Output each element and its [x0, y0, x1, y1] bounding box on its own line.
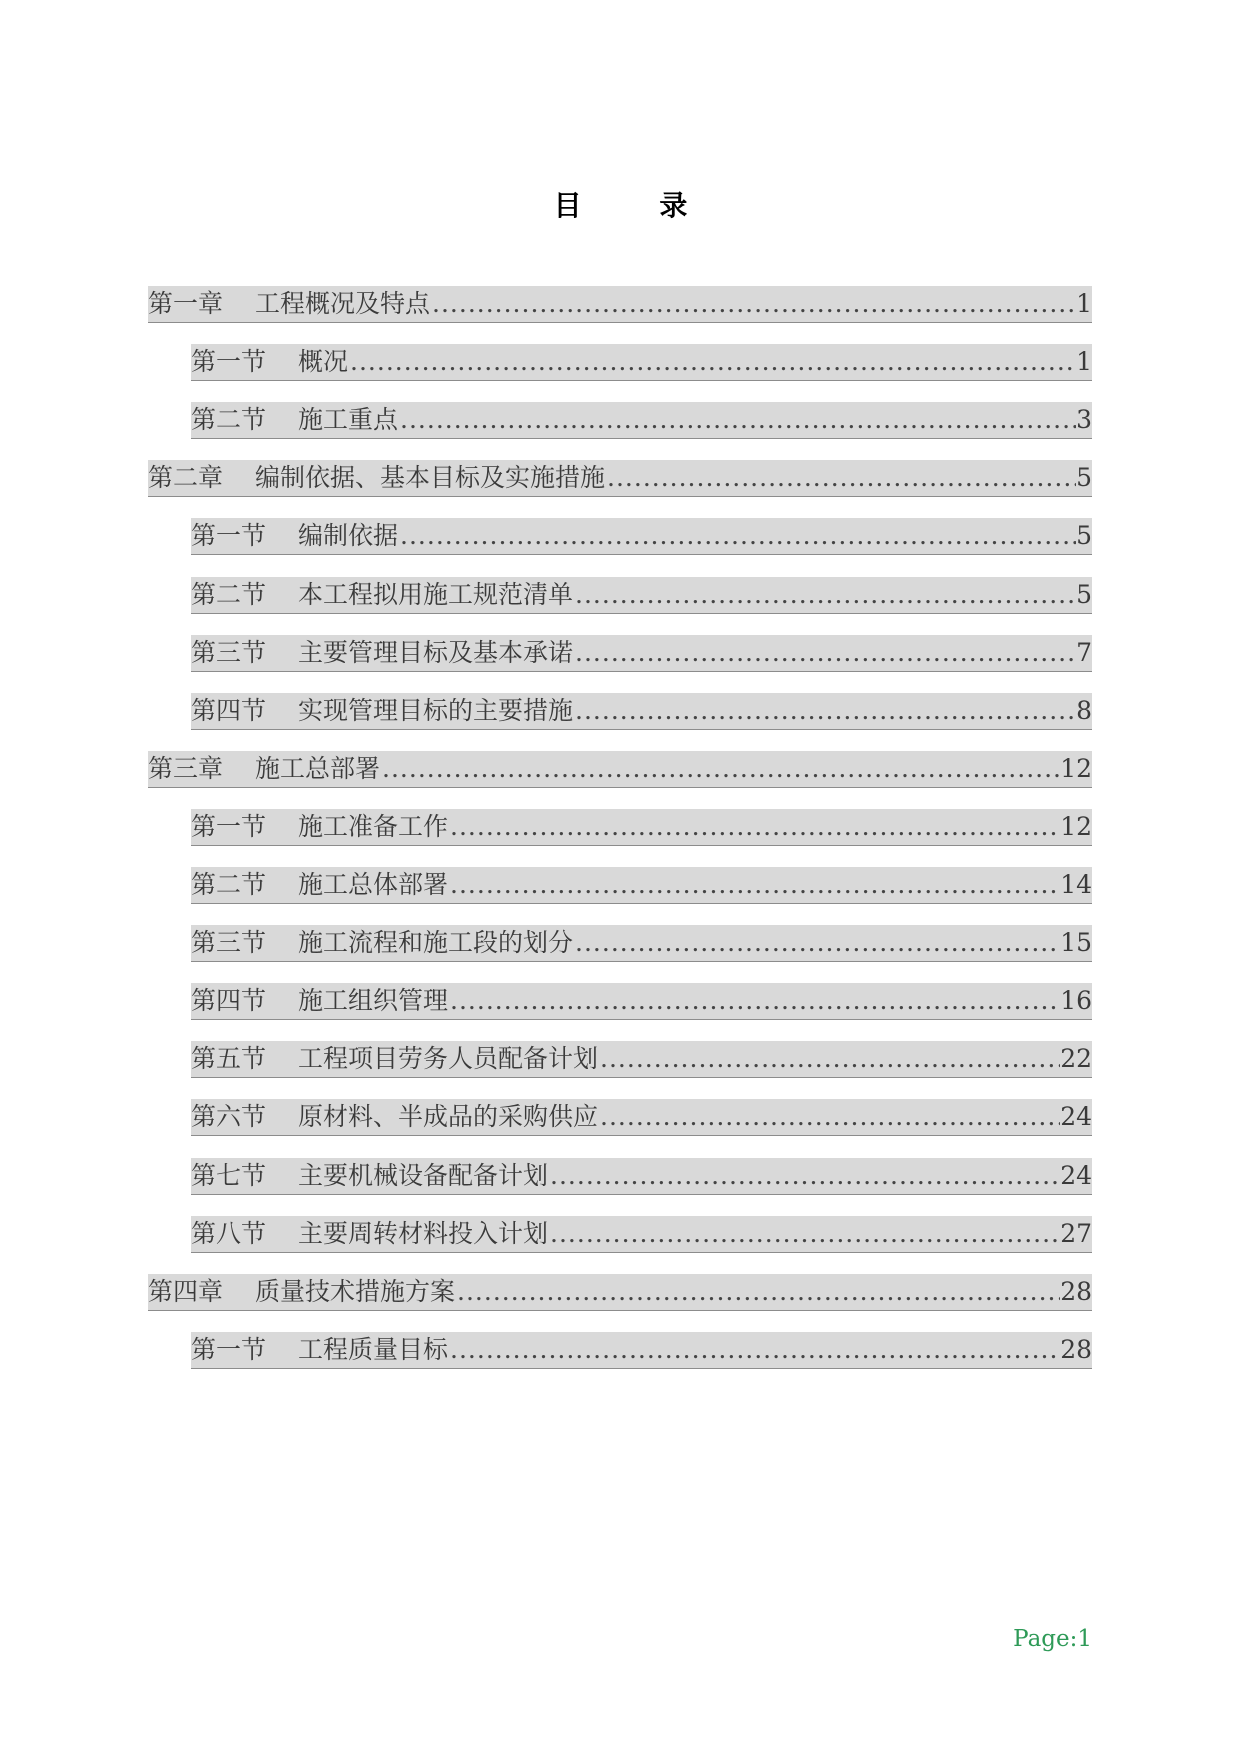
toc-section-entry[interactable]	[191, 402, 1092, 439]
toc-entry-page-number: 28	[1060, 1335, 1092, 1364]
toc-section-entry[interactable]	[191, 577, 1092, 614]
toc-entry-title: 施工组织管理	[298, 986, 449, 1015]
toc-section-entry[interactable]	[191, 983, 1092, 1020]
toc-section-entry[interactable]	[191, 809, 1092, 846]
toc-section-entry[interactable]	[191, 344, 1092, 381]
toc-entry-page-number: 24	[1060, 1161, 1092, 1190]
toc-section-entry[interactable]	[191, 1332, 1092, 1369]
toc-entry-page-number: 24	[1060, 1102, 1092, 1131]
toc-entry-number: 第四节	[191, 986, 267, 1015]
toc-dot-leader	[605, 460, 1076, 496]
toc-dot-leader	[380, 751, 1060, 787]
toc-entry-title: 主要周转材料投入计划	[298, 1219, 549, 1248]
toc-entry-title: 编制依据、基本目标及实施措施	[255, 463, 606, 492]
toc-entry-page-number: 16	[1060, 986, 1092, 1015]
toc-entry-number: 第四章	[148, 1277, 224, 1306]
toc-entry-title: 工程概况及特点	[255, 289, 431, 318]
toc-entry-number: 第八节	[191, 1219, 267, 1248]
toc-entry-page-number: 7	[1076, 638, 1092, 667]
toc-dot-leader	[573, 577, 1076, 613]
toc-entry-page-number: 5	[1076, 580, 1092, 609]
toc-entry-number: 第一节	[191, 347, 267, 376]
toc-dot-leader	[398, 518, 1076, 554]
toc-dot-leader	[430, 286, 1076, 322]
toc-section-entry[interactable]	[191, 1158, 1092, 1195]
toc-dot-leader	[448, 1332, 1060, 1368]
toc-section-entry[interactable]	[191, 635, 1092, 672]
toc-dot-leader	[573, 693, 1076, 729]
toc-dot-leader	[448, 809, 1060, 845]
toc-entry-title: 概况	[298, 347, 349, 376]
toc-entry-page-number: 27	[1060, 1219, 1092, 1248]
toc-entry-title: 编制依据	[298, 521, 399, 550]
toc-entry-number: 第五节	[191, 1044, 267, 1073]
toc-section-entry[interactable]	[191, 518, 1092, 555]
toc-entry-title: 本工程拟用施工规范清单	[298, 580, 574, 609]
toc-chapter-entry[interactable]	[148, 751, 1092, 788]
toc-entry-title: 施工总部署	[255, 754, 381, 783]
toc-entry-title: 主要机械设备配备计划	[298, 1161, 549, 1190]
toc-section-entry[interactable]	[191, 1216, 1092, 1253]
toc-chapter-entry[interactable]	[148, 286, 1092, 323]
toc-entry-page-number: 22	[1060, 1044, 1092, 1073]
toc-entry-title: 施工准备工作	[298, 812, 449, 841]
toc-entry-page-number: 12	[1060, 812, 1092, 841]
toc-entry-title: 实现管理目标的主要措施	[298, 696, 574, 725]
toc-entry-page-number: 28	[1060, 1277, 1092, 1306]
toc-entry-page-number: 14	[1060, 870, 1092, 899]
toc-dot-leader	[448, 983, 1060, 1019]
toc-section-entry[interactable]	[191, 867, 1092, 904]
toc-entry-title: 工程项目劳务人员配备计划	[298, 1044, 599, 1073]
toc-section-entry[interactable]	[191, 1041, 1092, 1078]
toc-entry-title: 施工总体部署	[298, 870, 449, 899]
toc-section-entry[interactable]	[191, 925, 1092, 962]
toc-dot-leader	[348, 344, 1076, 380]
toc-dot-leader	[548, 1158, 1060, 1194]
toc-title: 目 录	[553, 189, 722, 222]
toc-entry-number: 第七节	[191, 1161, 267, 1190]
toc-dot-leader	[573, 925, 1060, 961]
toc-entry-title: 质量技术措施方案	[255, 1277, 456, 1306]
toc-entry-number: 第一节	[191, 521, 267, 550]
toc-entry-title: 主要管理目标及基本承诺	[298, 638, 574, 667]
toc-section-entry[interactable]	[191, 693, 1092, 730]
toc-entry-number: 第二节	[191, 405, 267, 434]
toc-entry-number: 第二章	[148, 463, 224, 492]
toc-dot-leader	[548, 1216, 1060, 1252]
toc-dot-leader	[398, 402, 1076, 438]
toc-entry-number: 第三章	[148, 754, 224, 783]
toc-entry-page-number: 15	[1060, 928, 1092, 957]
toc-dot-leader	[598, 1041, 1060, 1077]
toc-entry-page-number: 3	[1076, 405, 1092, 434]
toc-entry-number: 第一节	[191, 1335, 267, 1364]
toc-chapter-entry[interactable]	[148, 1274, 1092, 1311]
toc-chapter-entry[interactable]	[148, 460, 1092, 497]
toc-entry-page-number: 1	[1076, 289, 1092, 318]
toc-entry-number: 第四节	[191, 696, 267, 725]
toc-dot-leader	[598, 1099, 1060, 1135]
toc-entry-title: 施工流程和施工段的划分	[298, 928, 574, 957]
toc-entry-number: 第二节	[191, 870, 267, 899]
toc-dot-leader	[573, 635, 1076, 671]
toc-entry-number: 第三节	[191, 638, 267, 667]
toc-dot-leader	[448, 867, 1060, 903]
toc-entry-page-number: 5	[1076, 463, 1092, 492]
toc-entry-title: 工程质量目标	[298, 1335, 449, 1364]
toc-entry-title: 施工重点	[298, 405, 399, 434]
toc-entry-page-number: 1	[1076, 347, 1092, 376]
toc-entry-number: 第三节	[191, 928, 267, 957]
toc-entry-number: 第一章	[148, 289, 224, 318]
toc-entry-page-number: 12	[1060, 754, 1092, 783]
toc-entry-number: 第一节	[191, 812, 267, 841]
toc-section-entry[interactable]	[191, 1099, 1092, 1136]
toc-dot-leader	[455, 1274, 1060, 1310]
toc-entry-title: 原材料、半成品的采购供应	[298, 1102, 599, 1131]
page-footer: Page:1	[1013, 1626, 1092, 1652]
toc-entry-number: 第二节	[191, 580, 267, 609]
toc-entry-page-number: 5	[1076, 521, 1092, 550]
toc-entry-page-number: 8	[1076, 696, 1092, 725]
toc-entry-number: 第六节	[191, 1102, 267, 1131]
